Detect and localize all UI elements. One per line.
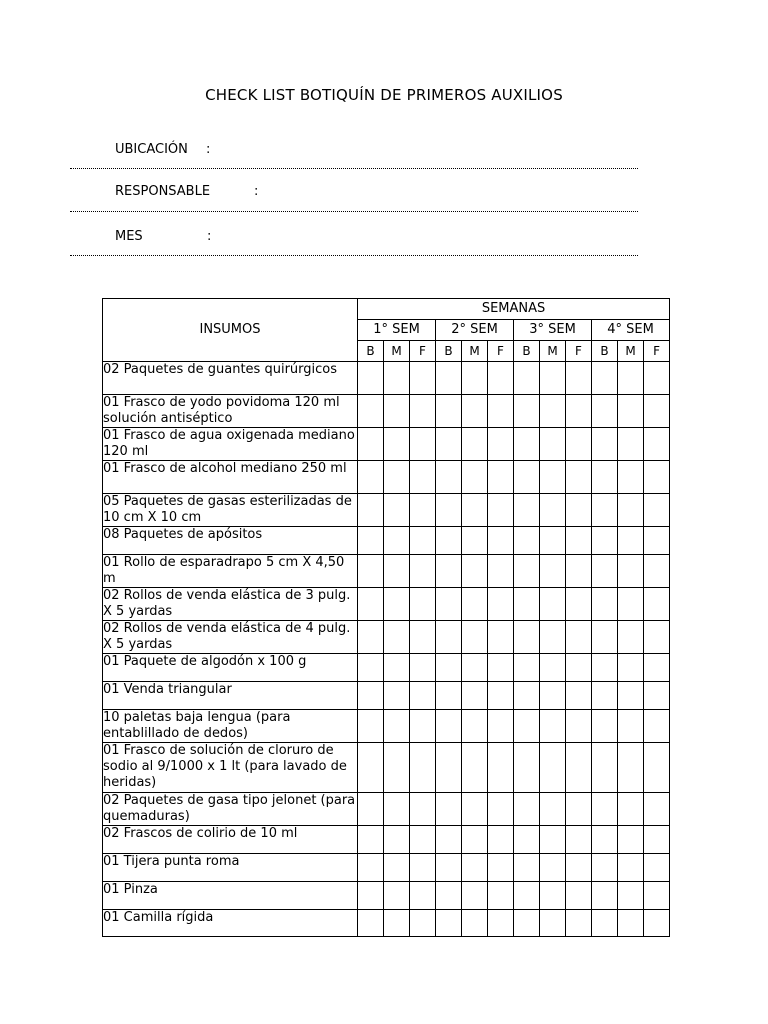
check-cell[interactable]	[540, 710, 566, 743]
check-cell[interactable]	[436, 555, 462, 588]
check-cell[interactable]	[384, 654, 410, 682]
check-cell[interactable]	[540, 854, 566, 882]
check-cell[interactable]	[462, 395, 488, 428]
check-cell[interactable]	[514, 621, 540, 654]
check-cell[interactable]	[358, 854, 384, 882]
check-cell[interactable]	[488, 826, 514, 854]
checklist-row	[103, 621, 670, 654]
week-header-2: 2° SEM	[436, 320, 514, 341]
check-cell[interactable]	[514, 854, 540, 882]
check-cell[interactable]	[644, 826, 670, 854]
check-cell[interactable]	[540, 461, 566, 494]
ubicacion-colon: :	[206, 142, 211, 157]
week-4-b-header: B	[592, 341, 618, 362]
check-cell[interactable]	[566, 826, 592, 854]
item-label: 01 Frasco de solución de cloruro de sodio al 9/1000 x 1 lt (para lavado de heridas)	[103, 743, 358, 793]
check-cell[interactable]	[618, 654, 644, 682]
mes-label: MES	[115, 229, 143, 244]
check-cell[interactable]	[436, 494, 462, 527]
item-label: 01 Frasco de alcohol mediano 250 ml	[103, 461, 358, 494]
check-cell[interactable]	[488, 854, 514, 882]
check-cell[interactable]	[514, 882, 540, 910]
check-cell[interactable]	[384, 527, 410, 555]
check-cell[interactable]	[436, 710, 462, 743]
check-cell[interactable]	[410, 793, 436, 826]
check-cell[interactable]	[618, 362, 644, 395]
check-cell[interactable]	[436, 854, 462, 882]
check-cell[interactable]	[410, 882, 436, 910]
check-cell[interactable]	[462, 494, 488, 527]
item-label: 02 Paquetes de gasa tipo jelonet (para quemaduras)	[103, 793, 358, 826]
item-label: 02 Frascos de colirio de 10 ml	[103, 826, 358, 854]
check-cell[interactable]	[358, 494, 384, 527]
check-cell[interactable]	[540, 428, 566, 461]
check-cell[interactable]	[410, 395, 436, 428]
check-cell[interactable]	[462, 527, 488, 555]
check-cell[interactable]	[566, 494, 592, 527]
check-cell[interactable]	[436, 682, 462, 710]
check-cell[interactable]	[566, 882, 592, 910]
check-cell[interactable]	[410, 555, 436, 588]
check-cell[interactable]	[462, 428, 488, 461]
check-cell[interactable]	[514, 682, 540, 710]
check-cell[interactable]	[384, 555, 410, 588]
check-cell[interactable]	[566, 395, 592, 428]
check-cell[interactable]	[358, 882, 384, 910]
check-cell[interactable]	[488, 882, 514, 910]
check-cell[interactable]	[410, 588, 436, 621]
item-label: 01 Frasco de yodo povidoma 120 ml solución antiséptico	[103, 395, 358, 428]
check-cell[interactable]	[488, 682, 514, 710]
check-cell[interactable]	[358, 428, 384, 461]
check-cell[interactable]	[436, 428, 462, 461]
check-cell[interactable]	[358, 555, 384, 588]
checklist-row	[103, 461, 670, 494]
check-cell[interactable]	[592, 395, 618, 428]
check-cell[interactable]	[384, 793, 410, 826]
check-cell[interactable]	[384, 461, 410, 494]
week-1-m-header: M	[384, 341, 410, 362]
item-label: 01 Tijera punta roma	[103, 854, 358, 882]
check-cell[interactable]	[618, 527, 644, 555]
item-label: 02 Rollos de venda elástica de 3 pulg. X 5 yardas	[103, 588, 358, 621]
semanas-header: SEMANAS	[358, 299, 670, 320]
check-cell[interactable]	[384, 882, 410, 910]
checklist-row	[103, 743, 670, 793]
checklist-row	[103, 682, 670, 710]
check-cell[interactable]	[514, 428, 540, 461]
check-cell[interactable]	[644, 710, 670, 743]
check-cell[interactable]	[462, 854, 488, 882]
check-cell[interactable]	[566, 362, 592, 395]
check-cell[interactable]	[644, 743, 670, 793]
check-cell[interactable]	[540, 654, 566, 682]
check-cell[interactable]	[488, 555, 514, 588]
check-cell[interactable]	[514, 793, 540, 826]
check-cell[interactable]	[644, 910, 670, 937]
check-cell[interactable]	[488, 910, 514, 937]
check-cell[interactable]	[436, 910, 462, 937]
responsable-label: RESPONSABLE	[115, 184, 211, 199]
check-cell[interactable]	[384, 588, 410, 621]
item-label: 02 Paquetes de guantes quirúrgicos	[103, 362, 358, 395]
check-cell[interactable]	[592, 826, 618, 854]
check-cell[interactable]	[488, 461, 514, 494]
check-cell[interactable]	[384, 682, 410, 710]
check-cell[interactable]	[384, 395, 410, 428]
check-cell[interactable]	[592, 882, 618, 910]
check-cell[interactable]	[436, 362, 462, 395]
check-cell[interactable]	[592, 743, 618, 793]
check-cell[interactable]	[644, 682, 670, 710]
week-1-b-header: B	[358, 341, 384, 362]
check-cell[interactable]	[618, 826, 644, 854]
check-cell[interactable]	[436, 461, 462, 494]
week-2-m-header: M	[462, 341, 488, 362]
check-cell[interactable]	[436, 621, 462, 654]
check-cell[interactable]	[462, 826, 488, 854]
check-cell[interactable]	[644, 494, 670, 527]
check-cell[interactable]	[358, 682, 384, 710]
check-cell[interactable]	[514, 654, 540, 682]
check-cell[interactable]	[540, 527, 566, 555]
check-cell[interactable]	[592, 793, 618, 826]
check-cell[interactable]	[514, 910, 540, 937]
check-cell[interactable]	[436, 654, 462, 682]
week-header-1: 1° SEM	[358, 320, 436, 341]
check-cell[interactable]	[540, 826, 566, 854]
check-cell[interactable]	[618, 682, 644, 710]
check-cell[interactable]	[358, 793, 384, 826]
check-cell[interactable]	[358, 910, 384, 937]
week-3-m-header: M	[540, 341, 566, 362]
check-cell[interactable]	[592, 555, 618, 588]
check-cell[interactable]	[410, 743, 436, 793]
check-cell[interactable]	[384, 621, 410, 654]
check-cell[interactable]	[462, 910, 488, 937]
check-cell[interactable]	[644, 461, 670, 494]
check-cell[interactable]	[618, 461, 644, 494]
check-cell[interactable]	[462, 555, 488, 588]
insumos-header: INSUMOS	[103, 299, 358, 362]
check-cell[interactable]	[436, 826, 462, 854]
check-cell[interactable]	[540, 395, 566, 428]
header-row-semanas	[103, 299, 670, 320]
check-cell[interactable]	[566, 588, 592, 621]
check-cell[interactable]	[566, 527, 592, 555]
week-header-3: 3° SEM	[514, 320, 592, 341]
check-cell[interactable]	[618, 395, 644, 428]
check-cell[interactable]	[566, 682, 592, 710]
check-cell[interactable]	[462, 793, 488, 826]
check-cell[interactable]	[592, 428, 618, 461]
check-cell[interactable]	[410, 621, 436, 654]
week-2-f-header: F	[488, 341, 514, 362]
check-cell[interactable]	[514, 743, 540, 793]
week-4-m-header: M	[618, 341, 644, 362]
mes-colon: :	[207, 229, 212, 244]
checklist-row	[103, 588, 670, 621]
check-cell[interactable]	[384, 428, 410, 461]
check-cell[interactable]	[592, 854, 618, 882]
check-cell[interactable]	[540, 682, 566, 710]
check-cell[interactable]	[384, 743, 410, 793]
check-cell[interactable]	[488, 654, 514, 682]
week-header-4: 4° SEM	[592, 320, 670, 341]
check-cell[interactable]	[514, 710, 540, 743]
check-cell[interactable]	[488, 527, 514, 555]
document-title: CHECK LIST BOTIQUÍN DE PRIMEROS AUXILIOS	[205, 86, 563, 104]
check-cell[interactable]	[592, 654, 618, 682]
week-1-f-header: F	[410, 341, 436, 362]
item-label: 02 Rollos de venda elástica de 4 pulg. X 5 yardas	[103, 621, 358, 654]
check-cell[interactable]	[644, 428, 670, 461]
check-cell[interactable]	[514, 494, 540, 527]
check-cell[interactable]	[644, 555, 670, 588]
mes-fill-line	[70, 255, 638, 256]
check-cell[interactable]	[514, 588, 540, 621]
check-cell[interactable]	[384, 826, 410, 854]
check-cell[interactable]	[436, 793, 462, 826]
item-label: 01 Venda triangular	[103, 682, 358, 710]
check-cell[interactable]	[462, 654, 488, 682]
check-cell[interactable]	[488, 588, 514, 621]
check-cell[interactable]	[566, 461, 592, 494]
check-cell[interactable]	[410, 854, 436, 882]
item-label: 08 Paquetes de apósitos	[103, 527, 358, 555]
checklist-row	[103, 527, 670, 555]
check-cell[interactable]	[540, 882, 566, 910]
check-cell[interactable]	[358, 588, 384, 621]
check-cell[interactable]	[410, 461, 436, 494]
check-cell[interactable]	[644, 854, 670, 882]
check-cell[interactable]	[618, 743, 644, 793]
check-cell[interactable]	[592, 621, 618, 654]
check-cell[interactable]	[358, 461, 384, 494]
item-label: 10 paletas baja lengua (para entablillado de dedos)	[103, 710, 358, 743]
check-cell[interactable]	[436, 395, 462, 428]
item-label: 01 Camilla rígida	[103, 910, 358, 937]
checklist-row	[103, 395, 670, 428]
check-cell[interactable]	[618, 854, 644, 882]
check-cell[interactable]	[592, 710, 618, 743]
check-cell[interactable]	[514, 555, 540, 588]
check-cell[interactable]	[566, 555, 592, 588]
check-cell[interactable]	[644, 395, 670, 428]
ubicacion-label: UBICACIÓN	[115, 142, 188, 157]
check-cell[interactable]	[540, 588, 566, 621]
check-cell[interactable]	[618, 555, 644, 588]
check-cell[interactable]	[592, 682, 618, 710]
check-cell[interactable]	[436, 527, 462, 555]
check-cell[interactable]	[384, 854, 410, 882]
check-cell[interactable]	[462, 461, 488, 494]
check-cell[interactable]	[566, 710, 592, 743]
check-cell[interactable]	[462, 621, 488, 654]
checklist-row	[103, 710, 670, 743]
check-cell[interactable]	[358, 710, 384, 743]
checklist-table	[102, 298, 670, 937]
check-cell[interactable]	[618, 588, 644, 621]
check-cell[interactable]	[592, 461, 618, 494]
check-cell[interactable]	[540, 743, 566, 793]
item-label: 05 Paquetes de gasas esterilizadas de 10 cm X 10 cm	[103, 494, 358, 527]
check-cell[interactable]	[358, 362, 384, 395]
checklist-row	[103, 854, 670, 882]
check-cell[interactable]	[592, 494, 618, 527]
check-cell[interactable]	[566, 910, 592, 937]
check-cell[interactable]	[618, 428, 644, 461]
check-cell[interactable]	[540, 621, 566, 654]
check-cell[interactable]	[514, 826, 540, 854]
week-3-b-header: B	[514, 341, 540, 362]
check-cell[interactable]	[410, 682, 436, 710]
check-cell[interactable]	[592, 588, 618, 621]
check-cell[interactable]	[566, 654, 592, 682]
check-cell[interactable]	[644, 882, 670, 910]
checklist-row	[103, 793, 670, 826]
item-label: 01 Pinza	[103, 882, 358, 910]
check-cell[interactable]	[358, 743, 384, 793]
check-cell[interactable]	[436, 743, 462, 793]
checklist-row	[103, 555, 670, 588]
check-cell[interactable]	[462, 682, 488, 710]
checklist-row	[103, 882, 670, 910]
check-cell[interactable]	[618, 910, 644, 937]
check-cell[interactable]	[462, 362, 488, 395]
check-cell[interactable]	[644, 654, 670, 682]
check-cell[interactable]	[592, 362, 618, 395]
check-cell[interactable]	[618, 793, 644, 826]
check-cell[interactable]	[358, 654, 384, 682]
check-cell[interactable]	[488, 494, 514, 527]
check-cell[interactable]	[644, 588, 670, 621]
check-cell[interactable]	[488, 428, 514, 461]
week-3-f-header: F	[566, 341, 592, 362]
check-cell[interactable]	[358, 527, 384, 555]
check-cell[interactable]	[462, 588, 488, 621]
check-cell[interactable]	[384, 494, 410, 527]
check-cell[interactable]	[618, 882, 644, 910]
check-cell[interactable]	[358, 621, 384, 654]
check-cell[interactable]	[358, 826, 384, 854]
check-cell[interactable]	[488, 621, 514, 654]
check-cell[interactable]	[566, 428, 592, 461]
check-cell[interactable]	[410, 527, 436, 555]
check-cell[interactable]	[384, 710, 410, 743]
check-cell[interactable]	[514, 395, 540, 428]
check-cell[interactable]	[488, 793, 514, 826]
item-label: 01 Frasco de agua oxigenada mediano 120 ml	[103, 428, 358, 461]
check-cell[interactable]	[410, 826, 436, 854]
checklist-row	[103, 428, 670, 461]
check-cell[interactable]	[410, 654, 436, 682]
check-cell[interactable]	[618, 621, 644, 654]
check-cell[interactable]	[644, 362, 670, 395]
check-cell[interactable]	[488, 395, 514, 428]
check-cell[interactable]	[358, 395, 384, 428]
check-cell[interactable]	[514, 461, 540, 494]
check-cell[interactable]	[462, 743, 488, 793]
checklist-row	[103, 910, 670, 937]
check-cell[interactable]	[592, 910, 618, 937]
check-cell[interactable]	[410, 428, 436, 461]
responsable-fill-line	[70, 211, 638, 212]
checklist-row	[103, 362, 670, 395]
check-cell[interactable]	[410, 494, 436, 527]
check-cell[interactable]	[410, 710, 436, 743]
check-cell[interactable]	[488, 362, 514, 395]
item-label: 01 Rollo de esparadrapo 5 cm X 4,50 m	[103, 555, 358, 588]
check-cell[interactable]	[540, 555, 566, 588]
check-cell[interactable]	[436, 882, 462, 910]
check-cell[interactable]	[410, 910, 436, 937]
check-cell[interactable]	[436, 588, 462, 621]
check-cell[interactable]	[514, 362, 540, 395]
check-cell[interactable]	[566, 743, 592, 793]
check-cell[interactable]	[592, 527, 618, 555]
check-cell[interactable]	[410, 362, 436, 395]
responsable-colon: :	[254, 184, 259, 199]
check-cell[interactable]	[384, 362, 410, 395]
checklist-row	[103, 654, 670, 682]
check-cell[interactable]	[462, 882, 488, 910]
check-cell[interactable]	[644, 793, 670, 826]
checklist-row	[103, 826, 670, 854]
checklist-row	[103, 494, 670, 527]
check-cell[interactable]	[514, 527, 540, 555]
week-2-b-header: B	[436, 341, 462, 362]
ubicacion-fill-line	[70, 168, 638, 169]
check-cell[interactable]	[566, 621, 592, 654]
check-cell[interactable]	[540, 793, 566, 826]
check-cell[interactable]	[644, 527, 670, 555]
check-cell[interactable]	[462, 710, 488, 743]
check-cell[interactable]	[488, 710, 514, 743]
check-cell[interactable]	[540, 494, 566, 527]
check-cell[interactable]	[566, 793, 592, 826]
check-cell[interactable]	[384, 910, 410, 937]
check-cell[interactable]	[618, 710, 644, 743]
check-cell[interactable]	[488, 743, 514, 793]
week-4-f-header: F	[644, 341, 670, 362]
check-cell[interactable]	[540, 910, 566, 937]
check-cell[interactable]	[618, 494, 644, 527]
item-label: 01 Paquete de algodón x 100 g	[103, 654, 358, 682]
check-cell[interactable]	[566, 854, 592, 882]
check-cell[interactable]	[644, 621, 670, 654]
check-cell[interactable]	[540, 362, 566, 395]
